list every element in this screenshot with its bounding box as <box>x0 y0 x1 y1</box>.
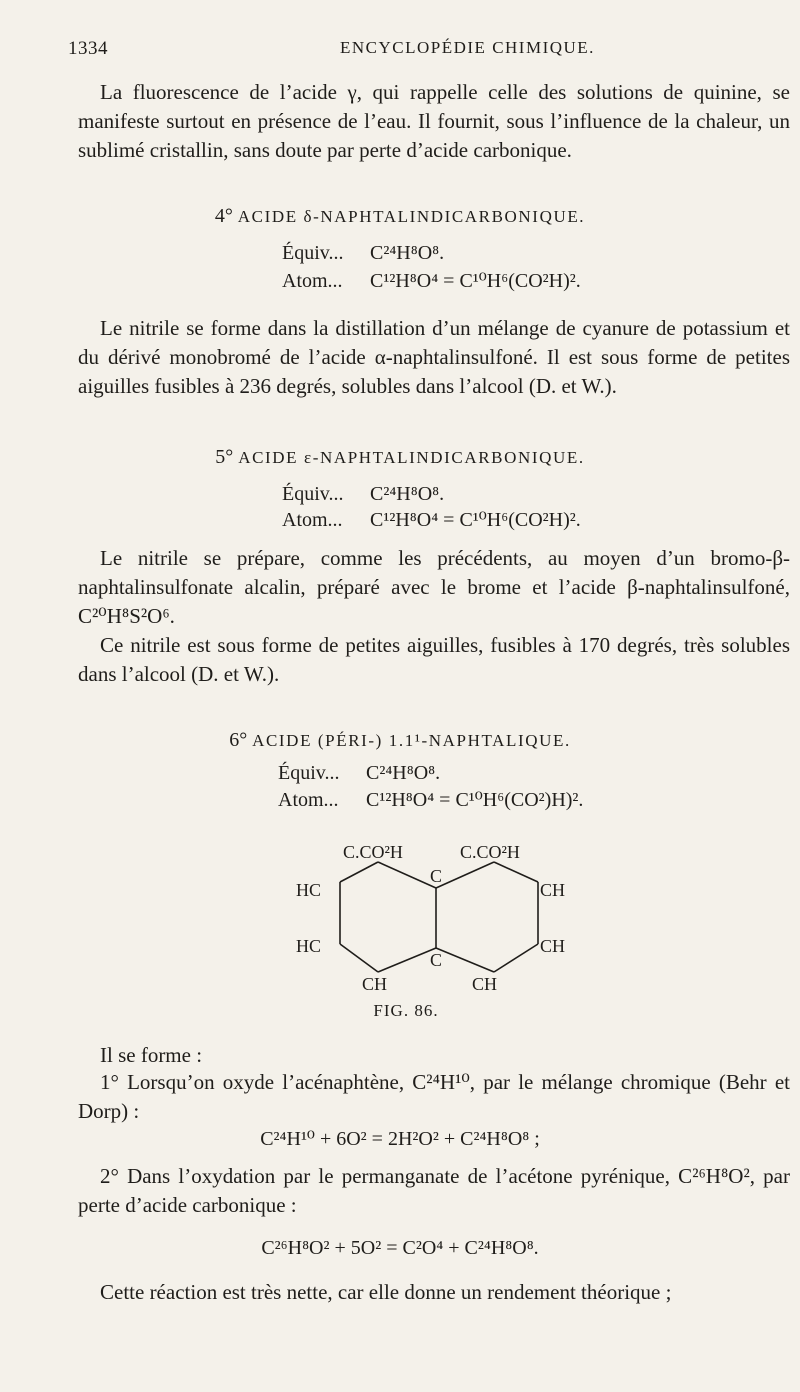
label-top-left: C.CO²H <box>343 842 403 862</box>
equation-2: C²⁶H⁸O² + 5O² = C²O⁴ + C²⁴H⁸O⁸. <box>261 1237 539 1259</box>
equiv-label: Équiv... <box>278 762 340 784</box>
label-left-lower: HC <box>296 936 322 956</box>
label-left-upper: HC <box>296 880 322 900</box>
atom-label: Atom... <box>282 509 343 531</box>
intro-paragraph: La fluorescence de l’acide γ, qui rappelle celle des solutions de quinine, se manifeste surtout en présence de l’eau. Il fournit, sous l’influence de la chaleur, un sublimé cristallin, sans doute par perte d’acide carbonique. <box>78 80 790 162</box>
label-center-top: C <box>430 866 443 886</box>
equiv-formula: C²⁴H⁸O⁸. <box>366 762 441 784</box>
section-4-title: ACIDE δ-NAPHTALINDICARBONIQUE. <box>237 207 586 226</box>
label-bottom-left: CH <box>362 974 388 994</box>
section-5-text-1: Le nitrile se prépare, comme les précédents, au moyen d’un bromo-β-naphtalinsulfonate alcalin, préparé avec le brome et l’acide β-naphtalinsulfoné, C²⁰H⁸S²O⁶. <box>78 546 790 628</box>
section-4-number: 4° <box>214 205 233 227</box>
label-right-lower: CH <box>540 936 566 956</box>
label-top-right: C.CO²H <box>460 842 520 862</box>
section-6-number: 6° <box>229 729 248 751</box>
equiv-label: Équiv... <box>282 483 344 505</box>
section-5-title: ACIDE ε-NAPHTALINDICARBONIQUE. <box>238 448 585 467</box>
figure-caption: FIG. 86. <box>373 1001 439 1020</box>
running-title: ENCYCLOPÉDIE CHIMIQUE. <box>340 38 595 57</box>
equiv-label: Équiv... <box>282 242 344 264</box>
label-bottom-right: CH <box>472 974 498 994</box>
section-6-title: ACIDE (PÉRI-) 1.1¹-NAPHTALIQUE. <box>252 731 571 750</box>
atom-formula: C¹²H⁸O⁴ = C¹⁰H⁶(CO²)H)². <box>366 789 584 811</box>
atom-label: Atom... <box>278 789 339 811</box>
atom-formula: C¹²H⁸O⁴ = C¹⁰H⁶(CO²H)². <box>370 270 581 292</box>
label-center-bottom: C <box>430 950 443 970</box>
formation-item-1: 1° Lorsqu’on oxyde l’acénaphtène, C²⁴H¹⁰, par le mélange chromique (Behr et Dorp) : <box>78 1070 790 1123</box>
equation-1: C²⁴H¹⁰ + 6O² = 2H²O² + C²⁴H⁸O⁸ ; <box>260 1128 540 1150</box>
equiv-formula: C²⁴H⁸O⁸. <box>370 242 445 264</box>
section-5-text-2: Ce nitrile est sous forme de petites aiguilles, fusibles à 170 degrés, très solubles dans l’alcool (D. et W.). <box>78 633 790 686</box>
section-5-number: 5° <box>215 446 234 468</box>
atom-formula: C¹²H⁸O⁴ = C¹⁰H⁶(CO²H)². <box>370 509 581 531</box>
atom-label: Atom... <box>282 270 343 292</box>
section-4-text: Le nitrile se forme dans la distillation d’un mélange de cyanure de potassium et du dérivé monobromé de l’acide α-naphtalinsulfoné. Il est sous forme de petites aiguilles fusibles à 236 degrés, solubles dans l’alcool (D. et W.). <box>78 316 790 398</box>
label-right-upper: CH <box>540 880 566 900</box>
equiv-formula: C²⁴H⁸O⁸. <box>370 483 445 505</box>
page-number: 1334 <box>68 38 108 59</box>
formation-intro: Il se forme : <box>100 1043 203 1067</box>
formation-item-2: 2° Dans l’oxydation par le permanganate de l’acétone pyrénique, C²⁶H⁸O², par perte d’acide carbonique : <box>78 1164 790 1217</box>
conclusion-text: Cette réaction est très nette, car elle donne un rendement théorique ; <box>100 1280 672 1304</box>
